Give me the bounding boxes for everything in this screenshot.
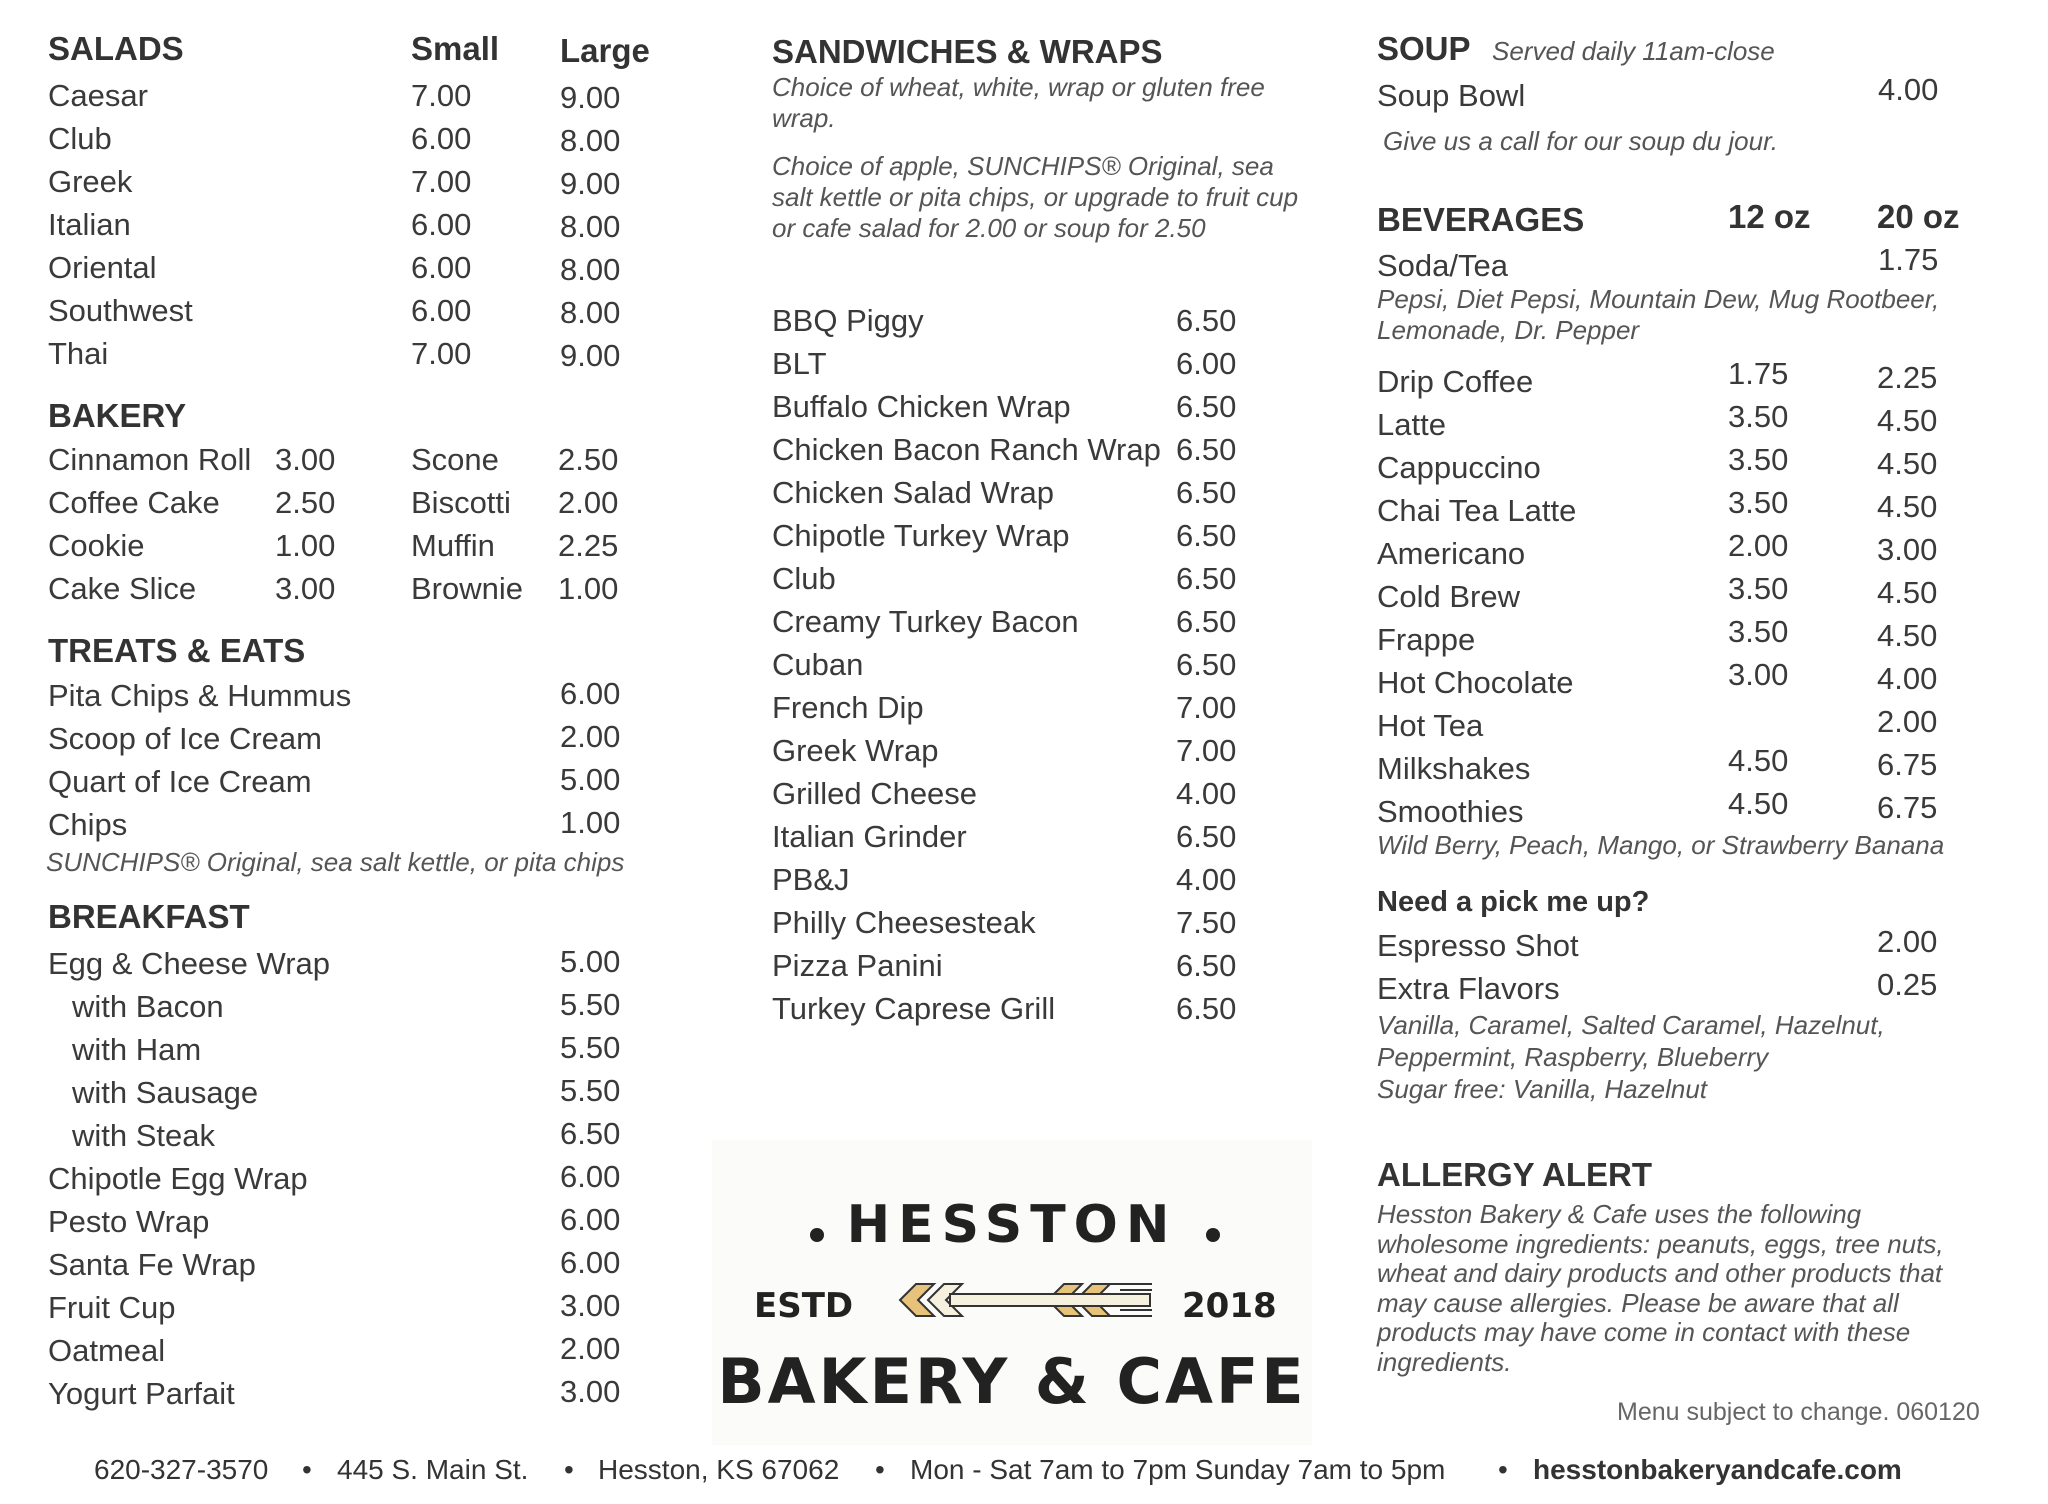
soda-note: Pepsi, Diet Pepsi, Mountain Dew, Mug Rootbeer, Lemonade, Dr. Pepper (1377, 284, 1940, 345)
price: 1.00 (560, 805, 621, 840)
menu-item: BLT (772, 346, 827, 381)
price: 2.50 (558, 442, 619, 477)
treats-title: TREATS & EATS (48, 632, 306, 669)
menu-item: PB&J (772, 862, 850, 897)
menu-item: Buffalo Chicken Wrap (772, 389, 1071, 424)
price: 2.25 (558, 528, 619, 563)
price: 6.50 (1176, 518, 1237, 553)
menu-item: Muffin (411, 528, 495, 563)
menu-item: Soup Bowl (1377, 78, 1526, 113)
price: 6.50 (1176, 475, 1237, 510)
price-large: 8.00 (560, 123, 621, 158)
menu-item: with Sausage (72, 1075, 259, 1110)
allergy-text: Hesston Bakery & Cafe uses the following wholesome ingredients: peanuts, eggs, tree nuts, wheat and dairy products and other products that may cause allergies. Please be aware that all products may have come in contact with these ingredients. (1377, 1199, 1944, 1377)
footer-hours: Mon - Sat 7am to 7pm Sunday 7am to 5pm (910, 1454, 1446, 1485)
menu-item: BBQ Piggy (772, 303, 924, 338)
menu-item: Santa Fe Wrap (48, 1247, 256, 1282)
price-12: 3.50 (1728, 485, 1789, 520)
price: 6.00 (560, 1202, 621, 1237)
price-12: 3.50 (1728, 442, 1789, 477)
menu-item: with Steak (72, 1118, 216, 1153)
footer-phone: 620-327-3570 (94, 1454, 269, 1485)
price: 4.00 (1176, 862, 1237, 897)
menu-item: Egg & Cheese Wrap (48, 946, 331, 981)
price: 2.00 (1877, 924, 1938, 959)
menu-item: Cinnamon Roll (48, 442, 252, 477)
price: 6.50 (1176, 604, 1237, 639)
pickup-title: Need a pick me up? (1377, 886, 1650, 918)
price-20: 4.50 (1877, 403, 1938, 438)
beverages-col-12: 12 oz (1728, 198, 1811, 235)
price-large: 8.00 (560, 295, 621, 330)
menu-item: Chai Tea Latte (1377, 493, 1577, 528)
footer-website[interactable]: hesstonbakeryandcafe.com (1533, 1454, 1902, 1485)
price-20: 4.50 (1877, 618, 1938, 653)
allergy-title: ALLERGY ALERT (1377, 1156, 1653, 1193)
logo (712, 1140, 1312, 1445)
price: 6.50 (1176, 303, 1237, 338)
disclaimer: Menu subject to change. 060120 (1617, 1398, 1980, 1426)
flavors-note: Vanilla, Caramel, Salted Caramel, Hazelnut, (1377, 1010, 1885, 1040)
price: 6.00 (1176, 346, 1237, 381)
menu-item: Thai (48, 336, 109, 371)
price: 1.75 (1878, 242, 1939, 277)
price-12: 4.50 (1728, 743, 1789, 778)
menu-item: Hot Chocolate (1377, 665, 1574, 700)
price: 1.00 (558, 571, 619, 606)
menu-item: Chicken Bacon Ranch Wrap (772, 432, 1161, 467)
bread-note: Choice of wheat, white, wrap or gluten free wrap. (772, 72, 1265, 133)
price-large: 8.00 (560, 209, 621, 244)
price: 7.00 (1176, 733, 1237, 768)
menu-item: Americano (1377, 536, 1526, 571)
logo-year: 2018 (1182, 1286, 1277, 1326)
price-20: 3.00 (1877, 532, 1938, 567)
price-small: 6.00 (411, 207, 472, 242)
menu-item: Cuban (772, 647, 864, 682)
menu-item: Italian Grinder (772, 819, 967, 854)
salads-col-large: Large (560, 32, 650, 69)
soup-subtitle: Served daily 11am-close (1492, 36, 1775, 66)
price-12: 2.00 (1728, 528, 1789, 563)
price: 6.50 (1176, 561, 1237, 596)
menu-item: Chipotle Egg Wrap (48, 1161, 308, 1196)
flavors-note: Peppermint, Raspberry, Blueberry (1377, 1042, 1769, 1072)
price-20: 2.00 (1877, 704, 1938, 739)
footer-separator: • (302, 1454, 312, 1485)
price: 5.50 (560, 1073, 621, 1108)
menu-item: Cappuccino (1377, 450, 1541, 485)
price: 2.00 (560, 1331, 621, 1366)
menu-item: Soda/Tea (1377, 248, 1508, 283)
price-12: 3.50 (1728, 614, 1789, 649)
menu-item: Cold Brew (1377, 579, 1520, 614)
menu-item: Biscotti (411, 485, 511, 520)
price-12: 3.00 (1728, 657, 1789, 692)
price-20: 2.25 (1877, 360, 1938, 395)
menu-item: Milkshakes (1377, 751, 1531, 786)
menu-item: Pizza Panini (772, 948, 943, 983)
beverages-title: BEVERAGES (1377, 201, 1585, 238)
footer-separator: • (564, 1454, 574, 1485)
price-large: 9.00 (560, 80, 621, 115)
price: 4.00 (1878, 72, 1939, 107)
price-small: 7.00 (411, 164, 472, 199)
menu-item: Drip Coffee (1377, 364, 1534, 399)
price: 6.50 (1176, 389, 1237, 424)
menu-item: Hot Tea (1377, 708, 1484, 743)
price-small: 7.00 (411, 336, 472, 371)
logo-hesston: HESSTON (846, 1195, 1178, 1255)
menu-item: Greek Wrap (772, 733, 939, 768)
menu-item: Creamy Turkey Bacon (772, 604, 1079, 639)
wheat-icon (880, 1278, 1160, 1322)
price-20: 4.50 (1877, 446, 1938, 481)
price-small: 7.00 (411, 78, 472, 113)
price-12: 3.50 (1728, 571, 1789, 606)
menu-item: Oatmeal (48, 1333, 166, 1368)
price: 6.00 (560, 1245, 621, 1280)
menu-item: Grilled Cheese (772, 776, 978, 811)
price: 3.00 (275, 442, 336, 477)
menu-item: Club (48, 121, 112, 156)
price: 5.00 (560, 762, 621, 797)
logo-bakery-cafe: BAKERY & CAFE (717, 1345, 1307, 1418)
soup-note: Give us a call for our soup du jour. (1383, 126, 1779, 156)
menu-item: with Bacon (72, 989, 224, 1024)
menu-item: Espresso Shot (1377, 928, 1579, 963)
price: 6.50 (1176, 991, 1237, 1026)
menu-item: Club (772, 561, 836, 596)
menu-item: Turkey Caprese Grill (772, 991, 1056, 1026)
salads-title: SALADS (48, 30, 184, 67)
menu-item: Greek (48, 164, 133, 199)
menu-item: Pesto Wrap (48, 1204, 210, 1239)
footer-separator: • (1498, 1454, 1508, 1485)
menu-item: Yogurt Parfait (48, 1376, 235, 1411)
price-20: 6.75 (1877, 790, 1938, 825)
price: 3.00 (560, 1374, 621, 1409)
price-20: 6.75 (1877, 747, 1938, 782)
beverages-col-20: 20 oz (1877, 198, 1960, 235)
price-small: 6.00 (411, 250, 472, 285)
price: 7.00 (1176, 690, 1237, 725)
menu-item: Latte (1377, 407, 1446, 442)
sugar-free-note: Sugar free: Vanilla, Hazelnut (1377, 1074, 1708, 1104)
price: 6.50 (1176, 948, 1237, 983)
price: 7.50 (1176, 905, 1237, 940)
breakfast-title: BREAKFAST (48, 898, 250, 935)
price: 6.00 (560, 676, 621, 711)
menu-item: Cake Slice (48, 571, 197, 606)
menu-item: with Ham (72, 1032, 202, 1067)
price-small: 6.00 (411, 293, 472, 328)
price-12: 3.50 (1728, 399, 1789, 434)
price-large: 8.00 (560, 252, 621, 287)
menu-item: Caesar (48, 78, 148, 113)
price-20: 4.00 (1877, 661, 1938, 696)
price: 6.50 (1176, 819, 1237, 854)
menu-item: Chips (48, 807, 128, 842)
menu-item: French Dip (772, 690, 924, 725)
price-small: 6.00 (411, 121, 472, 156)
menu-item: Coffee Cake (48, 485, 220, 520)
menu-item: Scoop of Ice Cream (48, 721, 322, 756)
menu-item: Frappe (1377, 622, 1476, 657)
soup-title: SOUP (1377, 30, 1471, 67)
price: 5.00 (560, 944, 621, 979)
price-20: 4.50 (1877, 575, 1938, 610)
logo-estd: ESTD (754, 1286, 854, 1326)
price: 6.50 (560, 1116, 621, 1151)
menu-item: Extra Flavors (1377, 971, 1560, 1006)
logo-dot (1206, 1228, 1220, 1242)
menu-item: Pita Chips & Hummus (48, 678, 352, 713)
price: 1.00 (275, 528, 336, 563)
price-12: 4.50 (1728, 786, 1789, 821)
menu-item: Oriental (48, 250, 157, 285)
price: 0.25 (1877, 967, 1938, 1002)
price: 3.00 (560, 1288, 621, 1323)
menu-item: Smoothies (1377, 794, 1524, 829)
price: 4.00 (1176, 776, 1237, 811)
side-note: Choice of apple, SUNCHIPS® Original, sea salt kettle or pita chips, or upgrade to fruit cup or cafe salad for 2.00 or soup for 2.50 (772, 151, 1299, 243)
price: 5.50 (560, 1030, 621, 1065)
salads-col-small: Small (411, 30, 500, 67)
price: 5.50 (560, 987, 621, 1022)
footer-address: 445 S. Main St. (337, 1454, 529, 1485)
price: 3.00 (275, 571, 336, 606)
price-20: 4.50 (1877, 489, 1938, 524)
menu-item: Chicken Salad Wrap (772, 475, 1055, 510)
price: 6.50 (1176, 647, 1237, 682)
smoothie-note: Wild Berry, Peach, Mango, or Strawberry Banana (1377, 830, 1945, 860)
menu-item: Southwest (48, 293, 193, 328)
chips-note: SUNCHIPS® Original, sea salt kettle, or pita chips (46, 847, 625, 877)
price-12: 1.75 (1728, 356, 1789, 391)
menu-item: Brownie (411, 571, 523, 606)
bakery-title: BAKERY (48, 397, 187, 434)
price: 6.50 (1176, 432, 1237, 467)
price: 2.50 (275, 485, 336, 520)
footer-city: Hesston, KS 67062 (598, 1454, 840, 1485)
price: 2.00 (558, 485, 619, 520)
price: 6.00 (560, 1159, 621, 1194)
price: 2.00 (560, 719, 621, 754)
menu-item: Fruit Cup (48, 1290, 176, 1325)
footer-separator: • (875, 1454, 885, 1485)
price-large: 9.00 (560, 338, 621, 373)
menu-item: Scone (411, 442, 499, 477)
menu-item: Philly Cheesesteak (772, 905, 1036, 940)
price-large: 9.00 (560, 166, 621, 201)
menu-item: Quart of Ice Cream (48, 764, 312, 799)
menu-item: Chipotle Turkey Wrap (772, 518, 1070, 553)
sandwiches-title: SANDWICHES & WRAPS (772, 33, 1163, 70)
menu-item: Italian (48, 207, 131, 242)
menu-item: Cookie (48, 528, 145, 563)
